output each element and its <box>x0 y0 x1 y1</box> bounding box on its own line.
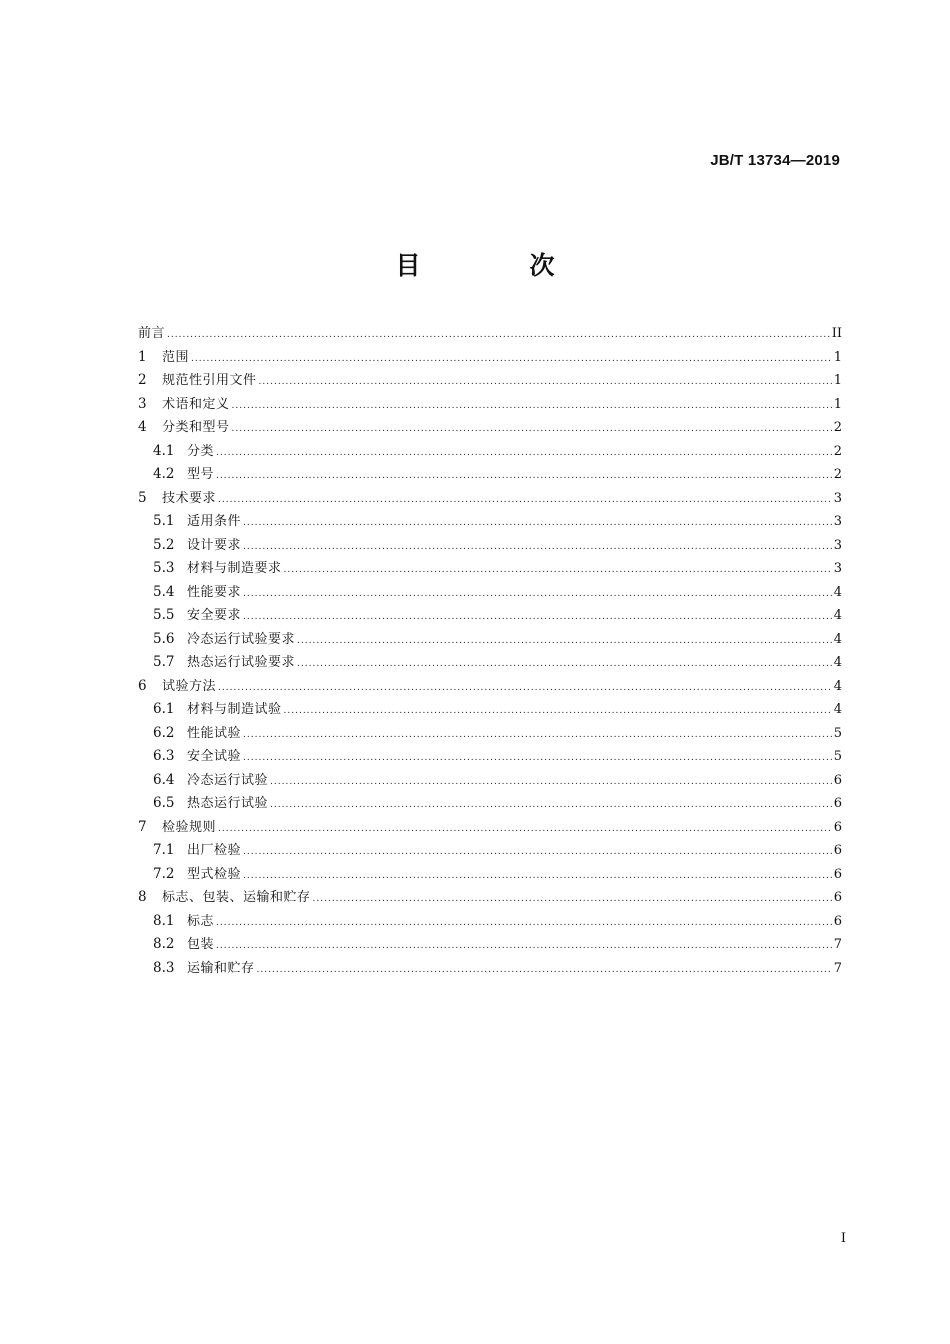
table-of-contents <box>138 322 842 980</box>
toc-entry-label: 热态运行试验要求 <box>187 655 296 670</box>
toc-leader-dots <box>270 794 832 818</box>
toc-leader-dots <box>284 700 832 724</box>
toc-leader-dots <box>216 465 832 489</box>
toc-leader-dots <box>313 888 832 912</box>
toc-entry[interactable] <box>138 510 842 534</box>
toc-entry-page: 1 <box>833 373 842 388</box>
toc-entry[interactable] <box>138 957 842 981</box>
toc-entry-number: 6.3 <box>153 748 175 764</box>
toc-entry-page: 1 <box>833 349 842 365</box>
toc-entry-page: 4 <box>833 678 842 694</box>
toc-entry-number: 5.2 <box>153 536 175 553</box>
toc-entry-label: 规范性引用文件 <box>162 373 257 388</box>
toc-entry[interactable] <box>138 722 842 746</box>
toc-entry-page: 6 <box>833 913 842 929</box>
toc-entry-label: 型式检验 <box>187 866 242 882</box>
toc-entry[interactable] <box>138 463 842 487</box>
toc-leader-dots <box>243 606 832 630</box>
toc-entry-label: 包装 <box>187 937 215 952</box>
toc-entry-label: 检验规则 <box>162 819 217 835</box>
toc-leader-dots <box>243 865 832 889</box>
toc-entry[interactable] <box>138 581 842 605</box>
toc-entry[interactable] <box>138 863 842 887</box>
toc-entry[interactable] <box>138 910 842 934</box>
toc-entry-number: 4.2 <box>153 466 175 482</box>
toc-leader-dots <box>297 653 832 677</box>
toc-entry-label: 标志 <box>187 913 215 929</box>
toc-entry-number: 5.7 <box>153 654 175 670</box>
toc-entry-number: 5.3 <box>153 560 175 576</box>
toc-entry[interactable] <box>138 651 842 675</box>
toc-entry-number: 8.2 <box>153 936 175 952</box>
toc-entry[interactable] <box>138 440 842 464</box>
toc-entry[interactable] <box>138 816 842 840</box>
toc-entry-page: 3 <box>833 514 842 529</box>
toc-leader-dots <box>243 536 832 560</box>
toc-entry-page: 2 <box>833 467 842 482</box>
toc-entry-page: 7 <box>833 960 842 976</box>
toc-entry[interactable] <box>138 369 842 393</box>
toc-entry-page: 2 <box>833 443 842 459</box>
toc-entry-number: 8 <box>138 889 147 905</box>
toc-leader-dots <box>259 371 832 395</box>
toc-entry-number: 8.3 <box>153 959 175 976</box>
toc-entry-label: 运输和贮存 <box>187 960 255 976</box>
toc-entry-label: 设计要求 <box>187 537 242 553</box>
toc-entry-label: 型号 <box>187 467 215 482</box>
toc-leader-dots <box>243 747 832 771</box>
page-number: I <box>840 1231 846 1246</box>
toc-entry-label: 性能要求 <box>187 584 242 600</box>
toc-entry-page: 6 <box>833 819 842 835</box>
toc-entry-label: 安全试验 <box>187 749 242 764</box>
toc-entry-label: 术语和定义 <box>162 396 230 412</box>
toc-entry-label: 热态运行试验 <box>187 796 269 811</box>
toc-entry[interactable] <box>138 346 842 370</box>
toc-entry-number: 6.1 <box>153 701 175 717</box>
toc-leader-dots <box>243 512 832 536</box>
toc-entry-label: 冷态运行试验 <box>187 772 269 788</box>
toc-entry-number: 5 <box>138 489 147 506</box>
toc-entry-page: 4 <box>833 584 842 600</box>
toc-entry[interactable] <box>138 933 842 957</box>
toc-entry-number: 7.1 <box>153 842 175 858</box>
toc-entry-label: 标志、包装、运输和贮存 <box>162 890 311 905</box>
toc-entry-number: 7 <box>138 818 147 835</box>
toc-entry-page: 2 <box>833 420 842 435</box>
toc-entry-label: 技术要求 <box>162 490 217 506</box>
toc-entry[interactable] <box>138 839 842 863</box>
toc-leader-dots <box>232 418 832 442</box>
toc-leader-dots <box>232 395 832 419</box>
toc-entry-label: 出厂检验 <box>187 843 242 858</box>
toc-entry-label: 范围 <box>162 349 190 365</box>
standard-code: JB/T 13734—2019 <box>710 152 840 169</box>
toc-entry-page: 4 <box>833 655 842 670</box>
toc-entry-label: 试验方法 <box>162 678 217 694</box>
toc-entry-page: 4 <box>833 608 842 623</box>
toc-entry-number: 3 <box>138 395 147 412</box>
toc-entry-label: 材料与制造试验 <box>187 702 282 717</box>
page-title: 目 次 <box>395 251 597 280</box>
toc-entry-number: 4.1 <box>153 442 175 459</box>
toc-entry[interactable] <box>138 604 842 628</box>
toc-entry[interactable] <box>138 769 842 793</box>
toc-leader-dots <box>216 935 832 959</box>
toc-entry-page: 3 <box>833 561 842 576</box>
toc-entry-page: 7 <box>833 937 842 952</box>
toc-entry[interactable] <box>138 698 842 722</box>
toc-entry-page: 6 <box>833 890 842 905</box>
toc-entry-page: 4 <box>833 631 842 647</box>
toc-entry-label: 分类和型号 <box>162 420 230 435</box>
toc-entry[interactable] <box>138 487 842 511</box>
toc-entry-page: 6 <box>833 772 842 788</box>
toc-entry-label: 材料与制造要求 <box>187 561 282 576</box>
toc-entry-page: 5 <box>833 725 842 741</box>
toc-leader-dots <box>216 912 832 936</box>
toc-entry-number: 2 <box>138 372 147 388</box>
toc-entry-label: 前言 <box>138 326 166 341</box>
toc-entry[interactable] <box>138 557 842 581</box>
toc-leader-dots <box>167 324 830 348</box>
toc-entry-number: 1 <box>138 348 147 365</box>
toc-entry[interactable] <box>138 675 842 699</box>
toc-entry-number: 5.4 <box>153 583 175 600</box>
toc-entry-label: 安全要求 <box>187 608 242 623</box>
toc-leader-dots <box>297 630 832 654</box>
toc-leader-dots <box>243 841 832 865</box>
toc-entry-number: 7.2 <box>153 865 175 882</box>
toc-entry-number: 5.6 <box>153 630 175 647</box>
toc-entry[interactable] <box>138 416 842 440</box>
toc-entry-label: 适用条件 <box>187 514 242 529</box>
toc-entry[interactable] <box>138 393 842 417</box>
toc-entry-number: 6.5 <box>153 795 175 811</box>
toc-entry-page: II <box>831 326 842 341</box>
toc-entry-page: 3 <box>833 490 842 506</box>
toc-entry[interactable] <box>138 792 842 816</box>
toc-entry-label: 性能试验 <box>187 725 242 741</box>
toc-entry-number: 6.4 <box>153 771 175 788</box>
toc-leader-dots <box>270 771 832 795</box>
toc-entry-number: 6.2 <box>153 724 175 741</box>
toc-entry[interactable] <box>138 628 842 652</box>
toc-entry-number: 5.5 <box>153 607 175 623</box>
toc-leader-dots <box>243 724 832 748</box>
toc-entry[interactable] <box>138 886 842 910</box>
toc-entry-page: 1 <box>833 396 842 412</box>
toc-leader-dots <box>284 559 832 583</box>
toc-entry-page: 6 <box>833 843 842 858</box>
toc-leader-dots <box>243 583 832 607</box>
toc-entry-label: 分类 <box>187 443 215 459</box>
toc-entry-number: 8.1 <box>153 912 175 929</box>
toc-entry-page: 4 <box>833 702 842 717</box>
toc-leader-dots <box>218 677 832 701</box>
toc-leader-dots <box>218 489 832 513</box>
toc-entry-number: 6 <box>138 677 147 694</box>
toc-entry-number: 5.1 <box>153 513 175 529</box>
toc-leader-dots <box>257 959 832 983</box>
toc-entry-page: 6 <box>833 866 842 882</box>
toc-entry[interactable] <box>138 322 842 346</box>
toc-entry-page: 5 <box>833 749 842 764</box>
toc-leader-dots <box>216 442 832 466</box>
toc-entry-page: 3 <box>833 537 842 553</box>
toc-entry-page: 6 <box>833 796 842 811</box>
toc-entry-number: 4 <box>138 419 147 435</box>
toc-entry-label: 冷态运行试验要求 <box>187 631 296 647</box>
toc-entry[interactable] <box>138 745 842 769</box>
toc-leader-dots <box>218 818 832 842</box>
toc-entry[interactable] <box>138 534 842 558</box>
toc-leader-dots <box>191 348 832 372</box>
